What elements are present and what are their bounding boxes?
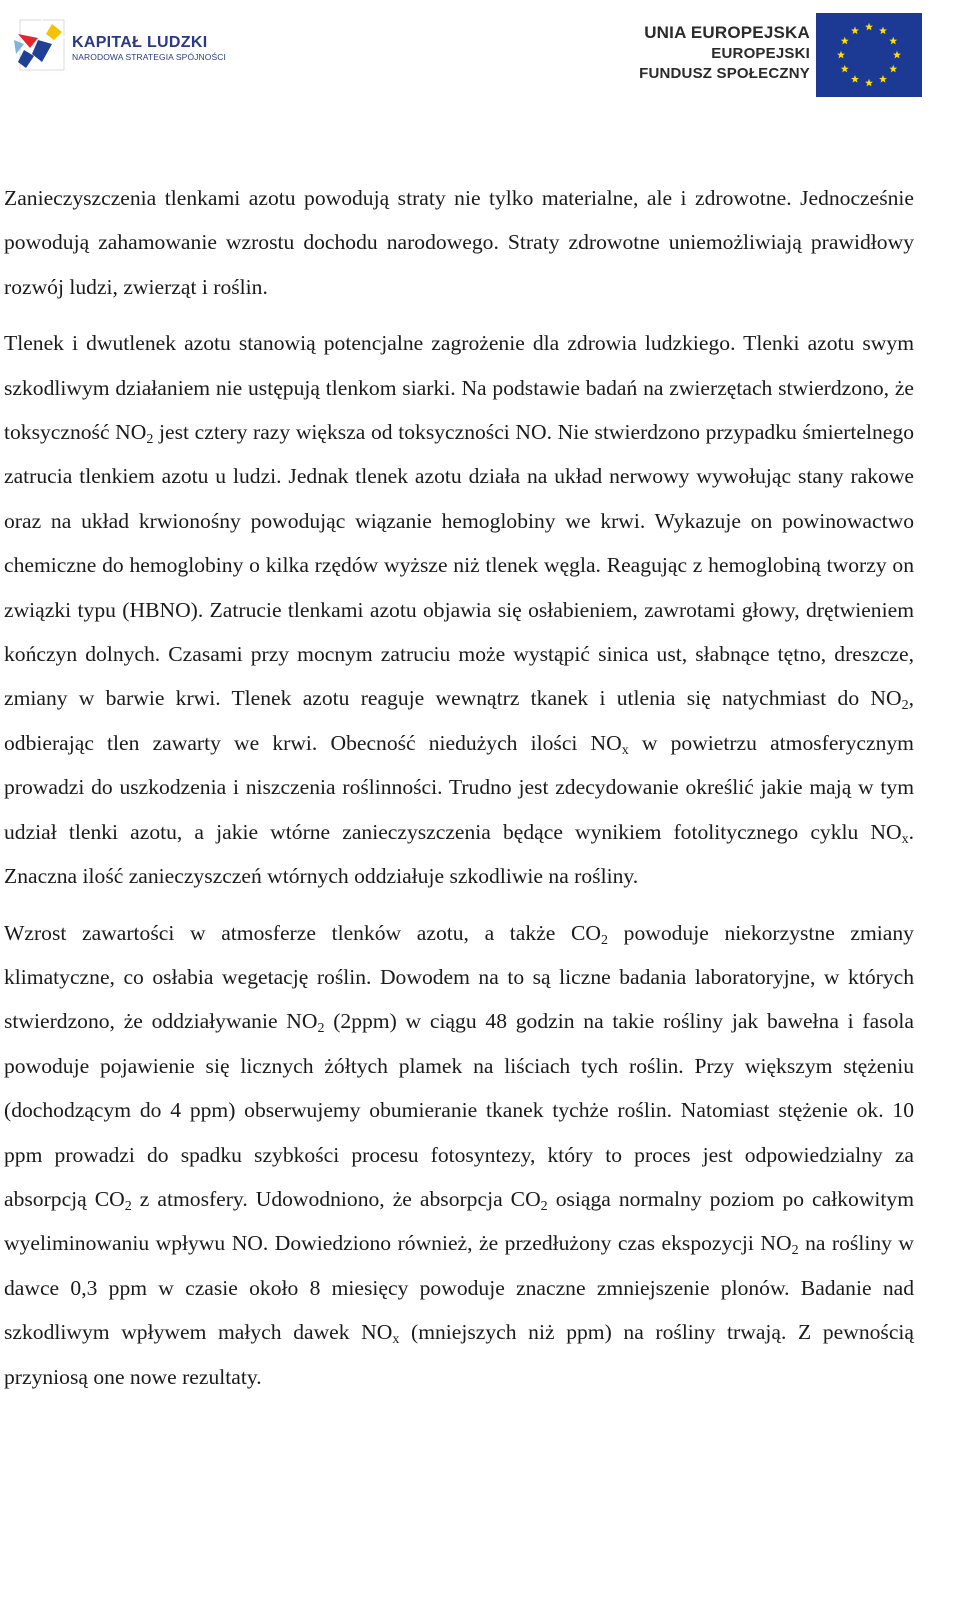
subscript: x bbox=[901, 831, 909, 847]
kapital-ludzki-star-logo-icon bbox=[12, 14, 72, 78]
paragraph-3-text-2: powoduje niekorzystne zmiany klimatyczne, co osłabia wegetację roślin. Dowodem na to są liczne badania laboratoryjne, w których stwierdzono, że oddziaływanie NO bbox=[4, 920, 914, 1034]
subscript: 2 bbox=[124, 1198, 132, 1214]
subscript: 2 bbox=[540, 1198, 548, 1214]
paragraph-2-text-2: jest cztery razy większa od toksyczności NO. Nie stwierdzono przypadku śmiertelnego zatrucia tlenkiem azotu u ludzi. Jednak tlenek azotu działa na układ nerwowy wywołując stany rakowe oraz na układ krwionośny powodując wiązanie hemoglobiny we krwi. Wykazuje on powinowactwo chemiczne do hemoglobiny o kilka rzędów wyższe niż tlenek węgla. Reagując z hemoglobiną tworzy on związki typu (HBNO). Zatrucie tlenkami azotu objawia się osłabieniem, zawrotami głowy, drętwieniem kończyn dolnych. Czasami przy mocnym zatruciu może wystąpić sinica ust, słabnące tętno, dreszcze, zmiany w barwie krwi. Tlenek azotu reaguje wewnątrz tkanek i utlenia się natychmiast do NO bbox=[4, 420, 914, 711]
subscript: 2 bbox=[146, 432, 154, 448]
paragraph-2-text-1: Tlenek i dwutlenek azotu stanowią potencjalne zagrożenie dla zdrowia ludzkiego. Tlenki azotu swym szkodliwym działaniem nie ustępują tlenkom siarki. Na podstawie badań na zwierzętach stwierdzono, że toksyczność NO bbox=[4, 331, 914, 445]
document-body bbox=[4, 176, 914, 1399]
paragraph-3-text-5: osiąga normalny poziom po całkowitym wyeliminowaniu wpływu NO. Dowiedziono również, że przedłużony czas ekspozycji NO bbox=[4, 1186, 914, 1256]
paragraph-3-text-1: Wzrost zawartości w atmosferze tlenków azotu, a także CO bbox=[4, 920, 601, 945]
paragraph-2 bbox=[4, 321, 914, 898]
subscript: x bbox=[392, 1332, 400, 1348]
paragraph-3-text-3: (2ppm) w ciągu 48 godzin na takie rośliny jak bawełna i fasola powoduje pojawienie się licznych żółtych plamek na liściach tych roślin. Przy większym stężeniu (dochodzącym do 4 ppm) obserwujemy obumieranie tkanek tychże roślin. Natomiast stężenie ok. 10 ppm prowadzi do spadku szybkości procesu fotosyntezy, który to proces jest odpowiedzialny za absorpcją CO bbox=[4, 1009, 914, 1211]
subscript: 2 bbox=[317, 1021, 325, 1037]
eu-logo-line1: UNIA EUROPEJSKA bbox=[644, 23, 810, 42]
subscript: 2 bbox=[601, 932, 608, 948]
paragraph-3 bbox=[4, 911, 914, 1399]
subscript: 2 bbox=[901, 698, 909, 714]
eu-flag-icon bbox=[816, 13, 922, 97]
paragraph-3-text-7: (mniejszych niż ppm) na rośliny trwają. Z pewnością przyniosą one nowe rezultaty. bbox=[4, 1320, 914, 1389]
subscript: x bbox=[621, 742, 629, 758]
paragraph-2-text-4: w powietrzu atmosferycznym prowadzi do uszkodzenia i niszczenia roślinności. Trudno jest zdecydowanie określić jakie mają w tym udział tlenki azotu, a jakie wtórne zanieczyszczenia będące wynikiem fotolitycznego cyklu NO bbox=[4, 730, 914, 844]
eu-logo-line2: EUROPEJSKI bbox=[711, 45, 810, 62]
eu-logo-text bbox=[639, 22, 810, 84]
page-header bbox=[0, 0, 960, 105]
paragraph-3-text-4: z atmosfery. Udowodniono, że absorpcja CO bbox=[131, 1186, 541, 1211]
paragraph-2-text-5: . Znaczna ilość zanieczyszczeń wtórnych oddziałuje szkodliwie na rośliny. bbox=[4, 819, 914, 889]
kapital-ludzki-text bbox=[72, 34, 226, 63]
subscript: 2 bbox=[791, 1243, 799, 1259]
paragraph-1 bbox=[4, 176, 914, 309]
paragraph-1-text: Zanieczyszczenia tlenkami azotu powodują straty nie tylko materialne, ale i zdrowotne. Jednocześnie powodują zahamowanie wzrostu dochodu narodowego. Straty zdrowotne uniemożliwiają prawidłowy rozwój ludzi, zwierząt i roślin. bbox=[4, 186, 914, 299]
eu-logo-line3: FUNDUSZ SPOŁECZNY bbox=[639, 65, 810, 82]
kapital-ludzki-logo bbox=[12, 14, 242, 78]
kapital-ludzki-subtitle: NARODOWA STRATEGIA SPÓJNOŚCI bbox=[72, 52, 226, 62]
kapital-ludzki-title: KAPITAŁ LUDZKI bbox=[72, 34, 208, 51]
paragraph-2-text-3: , odbierając tlen zawarty we krwi. Obecność niedużych ilości NO bbox=[4, 686, 914, 755]
paragraph-3-text-6: na rośliny w dawce 0,3 ppm w czasie około 8 miesięcy powoduje znaczne zmniejszenie plonów. Badanie nad szkodliwym wpływem małych dawek NO bbox=[4, 1231, 915, 1345]
